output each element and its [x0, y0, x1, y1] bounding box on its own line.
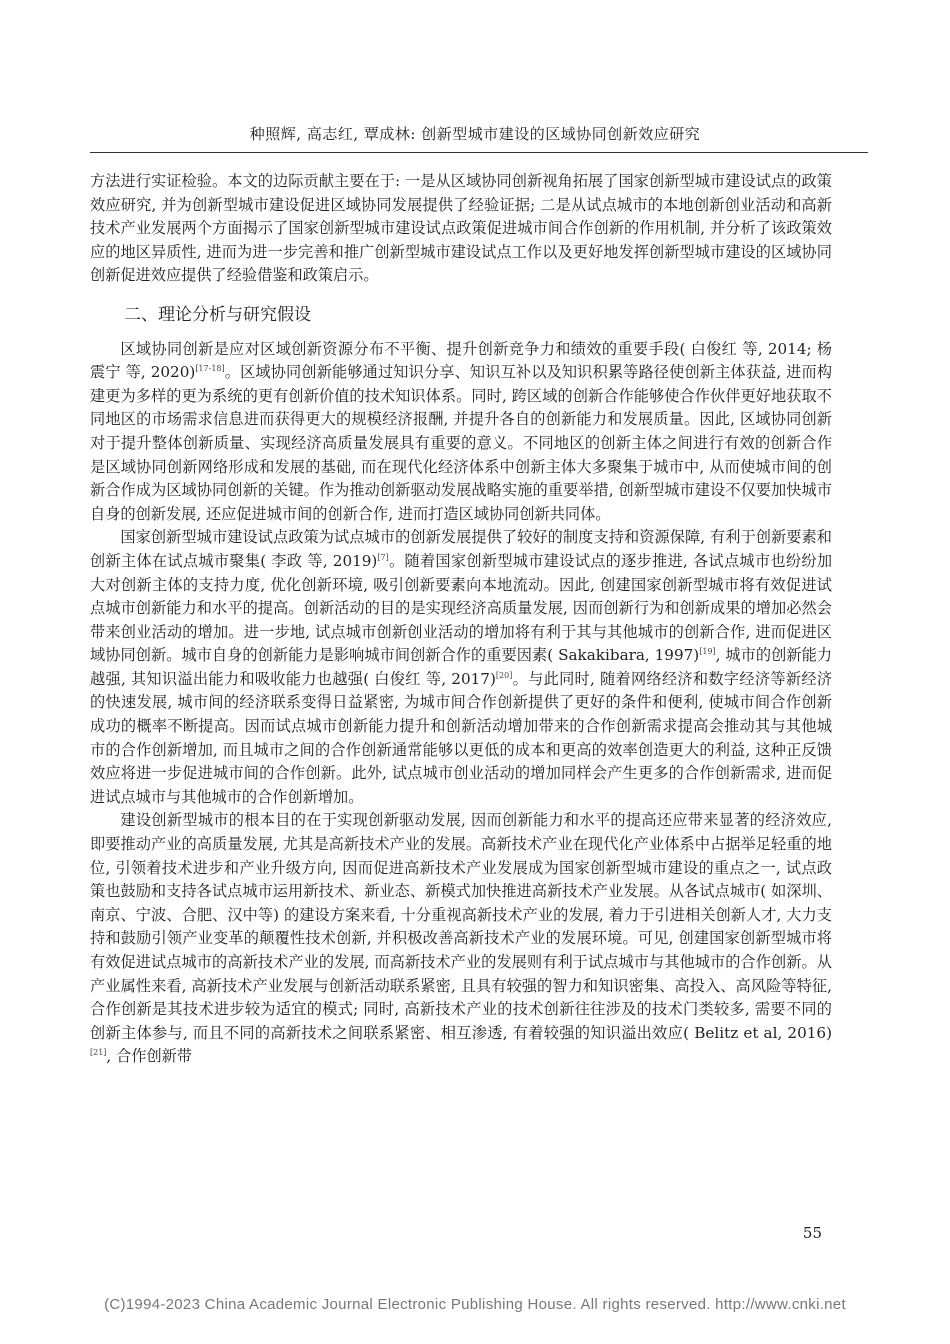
- section-heading: 二、理论分析与研究假设: [124, 304, 311, 325]
- citation-ref[interactable]: [19]: [699, 647, 716, 657]
- paragraph-1: [90, 338, 832, 527]
- citation-ref[interactable]: [20]: [495, 670, 513, 680]
- paragraph-1-text-a: 区域协同创新是应对区域创新资源分布不平衡、提升创新竞争力和绩效的重要手段( 白俊红 等, 2014; 杨震宁 等, 2020): [90, 339, 832, 382]
- citation-ref[interactable]: [17-18]: [195, 364, 225, 374]
- paragraph-2-text-b: 。随着国家创新型城市建设试点的逐步推进, 各试点城市也纷纷加大对创新主体的支持力度, 优化创新环境, 吸引创新要素向本地流动。因此, 创建国家创新型城市将有效促进试点城市创新能力和水平的提高。创新活动的目的是实现经济高质量发展, 因而创新行为和创新成果的增加必然会带来创业活动的增加。进一步地, 试点城市创新创业活动的增加将有利于其与其他城市的创新合作, 进而促进区域协同创新。城市自身的创新能力是影响城市间创新合作的重要因素( Sakakibara, 1997): [90, 551, 833, 665]
- paragraph-3-text-b: , 合作创新带: [106, 1047, 193, 1066]
- paragraph-1-text-b: 。区域协同创新能够通过知识分享、知识互补以及知识积累等路径使创新主体获益, 进而构建更为多样的更为系统的更有创新价值的技术知识体系。同时, 跨区域的创新合作能够使合作伙伴更好地获取不同地区的市场需求信息进而获得更大的规模经济报酬, 并提升各自的创新能力和发展质量。因此, 区域协同创新对于提升整体创新质量、实现经济高质量发展具有重要的意义。不同地区的创新主体之间进行有效的创新合作是区域协同创新网络形成和发展的基础, 而在现代化经济体系中创新主体大多聚集于城市中, 从而使城市间的创新合作成为区域协同创新的关键。作为推动创新驱动发展战略实施的重要举措, 创新型城市建设不仅要加快城市自身的创新发展, 还应促进城市间的创新合作, 进而打造区域协同创新共同体。: [90, 363, 833, 523]
- citation-ref[interactable]: [21]: [90, 1048, 107, 1058]
- paragraph-2: [90, 526, 832, 809]
- header-rule: [90, 152, 868, 153]
- citation-ref[interactable]: [7]: [377, 552, 389, 562]
- paragraph-2-text-c: , 城市的创新能力越强, 其知识溢出能力和吸收能力也越强( 白俊红 等, 2017): [90, 646, 833, 688]
- paragraph-3-text-a: 建设创新型城市的根本目的在于实现创新驱动发展, 因而创新能力和水平的提高还应带来显著的经济效应, 即要推动产业的高质量发展, 尤其是高新技术产业的发展。高新技术产业在现代化产业体系中占据举足轻重的地位, 引领着技术进步和产业升级方向, 因而促进高新技术产业发展成为国家创新型城市建设的重点之一, 试点政策也鼓励和支持各试点城市运用新技术、新业态、新模式加快推进高新技术产业发展。从各试点城市( 如深圳、南京、宁波、合肥、汉中等) 的建设方案来看, 十分重视高新技术产业的发展, 着力于引进相关创新人才, 大力支持和鼓励引领产业变革的颠覆性技术创新, 并积极改善高新技术产业的发展环境。可见, 创建国家创新型城市将有效促进试点城市的高新技术产业的发展, 而高新技术产业的发展则有利于试点城市与其他城市的合作创新。从产业属性来看, 高新技术产业发展与创新活动联系紧密, 且具有较强的智力和知识密集、高投入、高风险等特征, 合作创新是其技术进步较为适宜的模式; 同时, 高新技术产业的技术创新往往涉及的技术门类较多, 需要不同的创新主体参与, 而且不同的高新技术之间联系紧密、相互渗透, 有着较强的知识溢出效应( Belitz et al, 2016): [90, 811, 832, 1042]
- page-number: 55: [802, 1224, 822, 1242]
- paragraph-3: [90, 809, 832, 1069]
- copyright-footer: (C)1994-2023 China Academic Journal Electronic Publishing House. All rights reserved. http://www.cnki.net: [104, 1296, 846, 1313]
- paragraph-2-text-a: 国家创新型城市建设试点政策为试点城市的创新发展提供了较好的制度支持和资源保障, 有利于创新要素和创新主体在试点城市聚集( 李政 等, 2019): [90, 528, 832, 570]
- paragraph-2-text-d: 。与此同时, 随着网络经济和数字经济等新经济的快速发展, 城市间的经济联系变得日益紧密, 为城市间合作创新提供了更好的条件和便利, 使城市间合作创新成功的概率不断提高。因而试点城市创新能力提升和创新活动增加带来的合作创新需求提高会推动其与其他城市的合作创新增加, 而且城市之间的合作创新通常能够以更低的成本和更高的效率创造更大的利益, 这种正反馈效应将进一步促进城市间的合作创新。此外, 试点城市创业活动的增加同样会产生更多的合作创新需求, 进而促进试点城市与其他城市的合作创新增加。: [90, 669, 833, 806]
- article-body: [90, 170, 832, 1069]
- paragraph-intro-end: 方法进行实证检验。本文的边际贡献主要在于: 一是从区域协同创新视角拓展了国家创新型城市建设试点的政策效应研究, 并为创新型城市建设促进区域协同发展提供了经验证据; 二是从试点城市的本地创新创业活动和高新技术产业发展两个方面揭示了国家创新型城市建设试点政策促进城市间合作创新的作用机制, 并分析了该政策效应的地区异质性, 进而为进一步完善和推广创新型城市建设试点工作以及更好地发挥创新型城市建设的区域协同创新促进效应提供了经验借鉴和政策启示。: [90, 172, 832, 285]
- running-header: 种照辉, 高志红, 覃成林: 创新型城市建设的区域协同创新效应研究: [249, 125, 701, 143]
